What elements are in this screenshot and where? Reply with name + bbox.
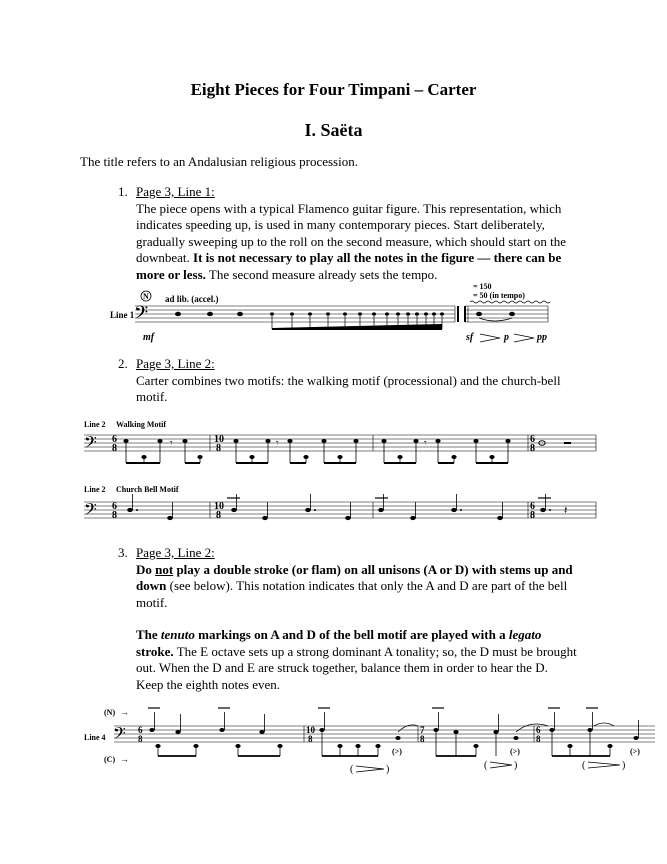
svg-text:(: (	[582, 760, 586, 771]
svg-text:8: 8	[536, 734, 541, 744]
item-number: 2.	[118, 356, 128, 371]
page-title: Eight Pieces for Four Timpani – Carter	[190, 80, 477, 99]
arrow-right-icon: →	[120, 707, 129, 717]
svg-text:8: 8	[138, 734, 143, 744]
music-line-1	[0, 284, 667, 354]
svg-text:6: 6	[530, 434, 535, 445]
svg-text:8: 8	[530, 443, 535, 454]
music-church-bell-motif	[0, 480, 667, 535]
svg-text:𝄾: 𝄾	[424, 438, 427, 449]
item-heading: Page 3, Line 2:	[136, 545, 215, 560]
motif-title: Walking Motif	[116, 420, 167, 429]
svg-text:𝄾: 𝄾	[170, 438, 173, 449]
item-heading: Page 3, Line 1:	[136, 184, 215, 199]
svg-text:): )	[622, 760, 626, 771]
tempo-2: = 50 (in tempo)	[473, 291, 525, 300]
svg-text:6: 6	[530, 501, 535, 512]
svg-text:(: (	[484, 760, 488, 771]
item-paragraph-1: Do not play a double stroke (or flam) on all unisons (A or D) with stems up and down (see below). This notation indicates that only the A and D are part of the bell motif.	[136, 561, 573, 610]
arrow-right-icon: →	[120, 754, 129, 764]
line-label: Line 1	[110, 310, 135, 320]
line-label: Line 2	[84, 485, 106, 494]
item-heading: Page 3, Line 2:	[136, 356, 215, 371]
tempo-1: = 150	[473, 282, 492, 291]
svg-text:8: 8	[216, 443, 221, 454]
svg-text:6: 6	[112, 434, 117, 445]
svg-text:8: 8	[420, 734, 425, 744]
svg-text:8: 8	[112, 443, 117, 454]
svg-text:𝄾: 𝄾	[276, 438, 279, 449]
list-item-1	[118, 184, 578, 283]
motif-title: Church Bell Motif	[116, 485, 179, 494]
svg-text:7: 7	[420, 725, 425, 735]
mark-n: (N)	[104, 708, 116, 717]
tempo-marking: ad lib. (accel.)	[165, 294, 219, 304]
svg-text:): )	[386, 764, 390, 775]
bass-clef-icon: 𝄢	[84, 434, 97, 456]
item-text: Carter combines two motifs: the walking motif (processional) and the church-bell motif.	[136, 372, 561, 404]
svg-text:): )	[514, 760, 518, 771]
music-walking-motif	[0, 413, 667, 473]
svg-text:8: 8	[308, 734, 313, 744]
svg-text:8: 8	[112, 510, 117, 521]
line-label: Line 2	[84, 420, 106, 429]
accent-mark: (>)	[630, 747, 640, 756]
svg-text:10: 10	[214, 434, 224, 445]
svg-text:6: 6	[536, 725, 541, 735]
item-number: 3.	[118, 545, 128, 560]
svg-text:(: (	[350, 764, 354, 775]
item-paragraph-2: The tenuto markings on A and D of the bell motif are played with a legato stroke. The E octave sets up a strong dominant A tonality; so, the D must be brought out. When the D and E are struck together, balance them in order to hear the D. Keep the eighth notes even.	[136, 627, 577, 692]
bass-clef-icon: 𝄢	[134, 302, 149, 327]
line-label: Line 4	[84, 733, 106, 742]
dynamic-sf: sf	[466, 332, 474, 343]
dynamic-mf: mf	[143, 332, 155, 343]
bass-clef-icon: 𝄢	[84, 501, 97, 523]
dynamic-p: p	[504, 332, 509, 343]
svg-text:10: 10	[306, 725, 315, 735]
svg-text:8: 8	[530, 510, 535, 521]
accent-mark: (>)	[510, 747, 520, 756]
dynamic-pp: pp	[537, 332, 547, 343]
list-item-3	[118, 545, 578, 693]
mark-c: (C)	[104, 755, 116, 764]
svg-text:6: 6	[112, 501, 117, 512]
svg-text:8: 8	[216, 510, 221, 521]
list-item-2	[118, 356, 578, 406]
item-text: The piece opens with a typical Flamenco guitar figure. This representation, which indicates speeding up, is used in many contemporary pieces. Start deliberately, gradually sweeping up to the roll on the second measure, which should start on the downbeat. It is not necessary to play all the notes in the figure — there can be more or less. The second measure already sets the tempo.	[136, 200, 566, 282]
section-title: I. Saëta	[304, 120, 363, 140]
item-number: 1.	[118, 184, 128, 199]
intro-text: The title refers to an Andalusian religious procession.	[80, 154, 358, 169]
music-line-4	[0, 702, 667, 782]
svg-text:10: 10	[214, 501, 224, 512]
rehearsal-mark: N	[143, 292, 149, 301]
bass-clef-icon: 𝄢	[113, 725, 126, 747]
accent-mark: (>)	[392, 747, 402, 756]
svg-text:𝄽: 𝄽	[564, 505, 568, 517]
svg-text:6: 6	[138, 725, 143, 735]
